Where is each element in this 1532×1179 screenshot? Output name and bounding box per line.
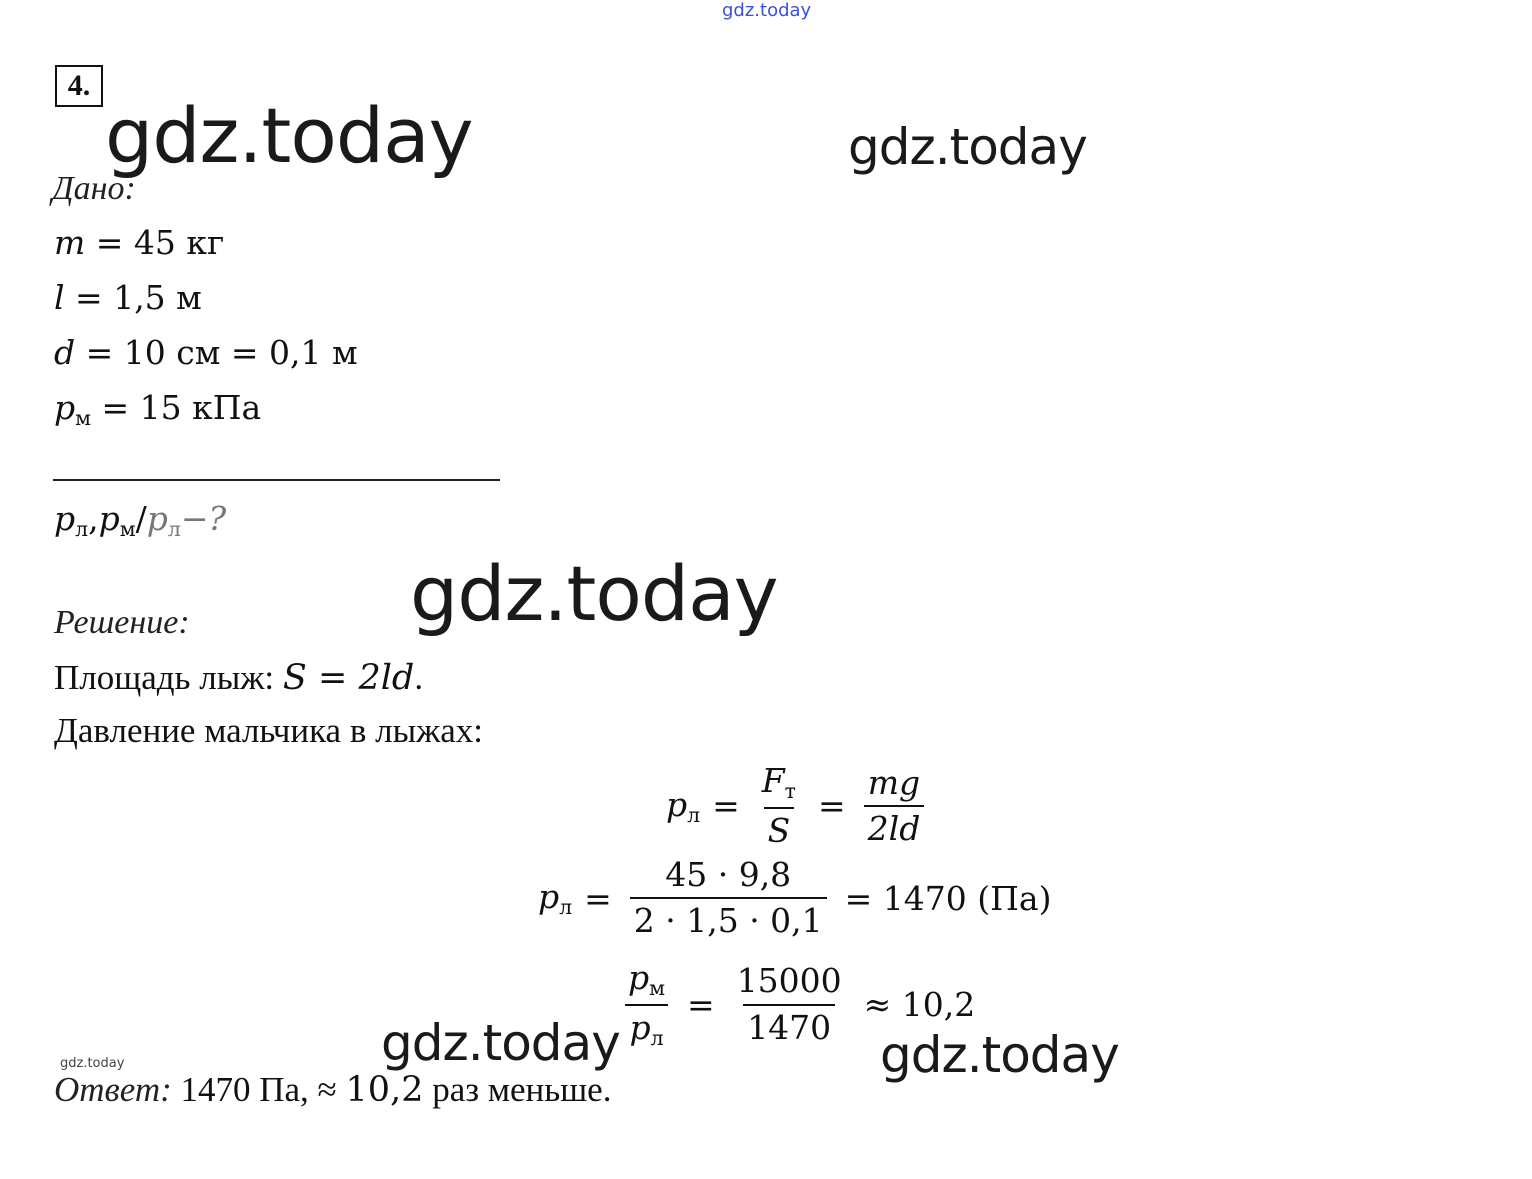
problem-number: 4. bbox=[55, 65, 103, 107]
given-divider bbox=[53, 479, 500, 481]
given-mass: m = 45 кг bbox=[54, 223, 225, 262]
equation-ratio: $\frac{p_м}{p_л}$ = $\frac{15000}{1470}$ ≈ 10,2 bbox=[618, 960, 975, 1049]
watermark-small: gdz.today bbox=[60, 1056, 125, 1071]
watermark-top: gdz.today bbox=[722, 0, 812, 21]
given-width: d = 10 см = 0,1 м bbox=[54, 333, 358, 372]
find-line: $p_л,p_м/p_л-$? bbox=[54, 499, 227, 542]
watermark-right: gdz.today bbox=[848, 118, 1087, 176]
watermark-large: gdz.today bbox=[105, 91, 473, 180]
fraction-ratio-numeric: $\frac{15000}{1470}$ bbox=[736, 961, 842, 1047]
fraction-pressure-ratio: $\frac{p_м}{p_л}$ bbox=[624, 960, 669, 1049]
area-line: Площадь лыж: S = 2ld. bbox=[54, 658, 424, 698]
given-max-pressure: $p_м = 15$ кПа bbox=[54, 388, 262, 431]
pressure-line: Давление мальчика в лыжах: bbox=[54, 711, 484, 750]
watermark-middle: gdz.today bbox=[410, 549, 778, 638]
fraction-force-area: $\frac{F_т}{S}$ bbox=[761, 761, 796, 850]
equation-pressure-formula: $p_л$ = $\frac{F_т}{S}$ = $\frac{mg}{2ld}$ bbox=[666, 763, 930, 849]
watermark-bottom-right: gdz.today bbox=[880, 1026, 1119, 1084]
fraction-numeric: $\frac{45 \cdot 9,8}{2 \cdot 1,5 \cdot 0,1}$ bbox=[630, 857, 827, 940]
solution-heading: Решение: bbox=[54, 604, 190, 641]
watermark-bottom-left: gdz.today bbox=[381, 1014, 620, 1072]
fraction-mg-2ld: $\frac{mg}{2ld}$ bbox=[864, 765, 925, 848]
given-heading: Дано: bbox=[52, 170, 136, 207]
equation-pressure-value: $p_л$ = $\frac{45 \cdot 9,8}{2 \cdot 1,5 \cdot 0,1}$ = 1470 (Па) bbox=[538, 855, 1052, 941]
answer-line: Ответ: 1470 Па, ≈ 10,2 раз меньше. bbox=[54, 1070, 612, 1110]
given-length: l = 1,5 м bbox=[54, 278, 202, 317]
